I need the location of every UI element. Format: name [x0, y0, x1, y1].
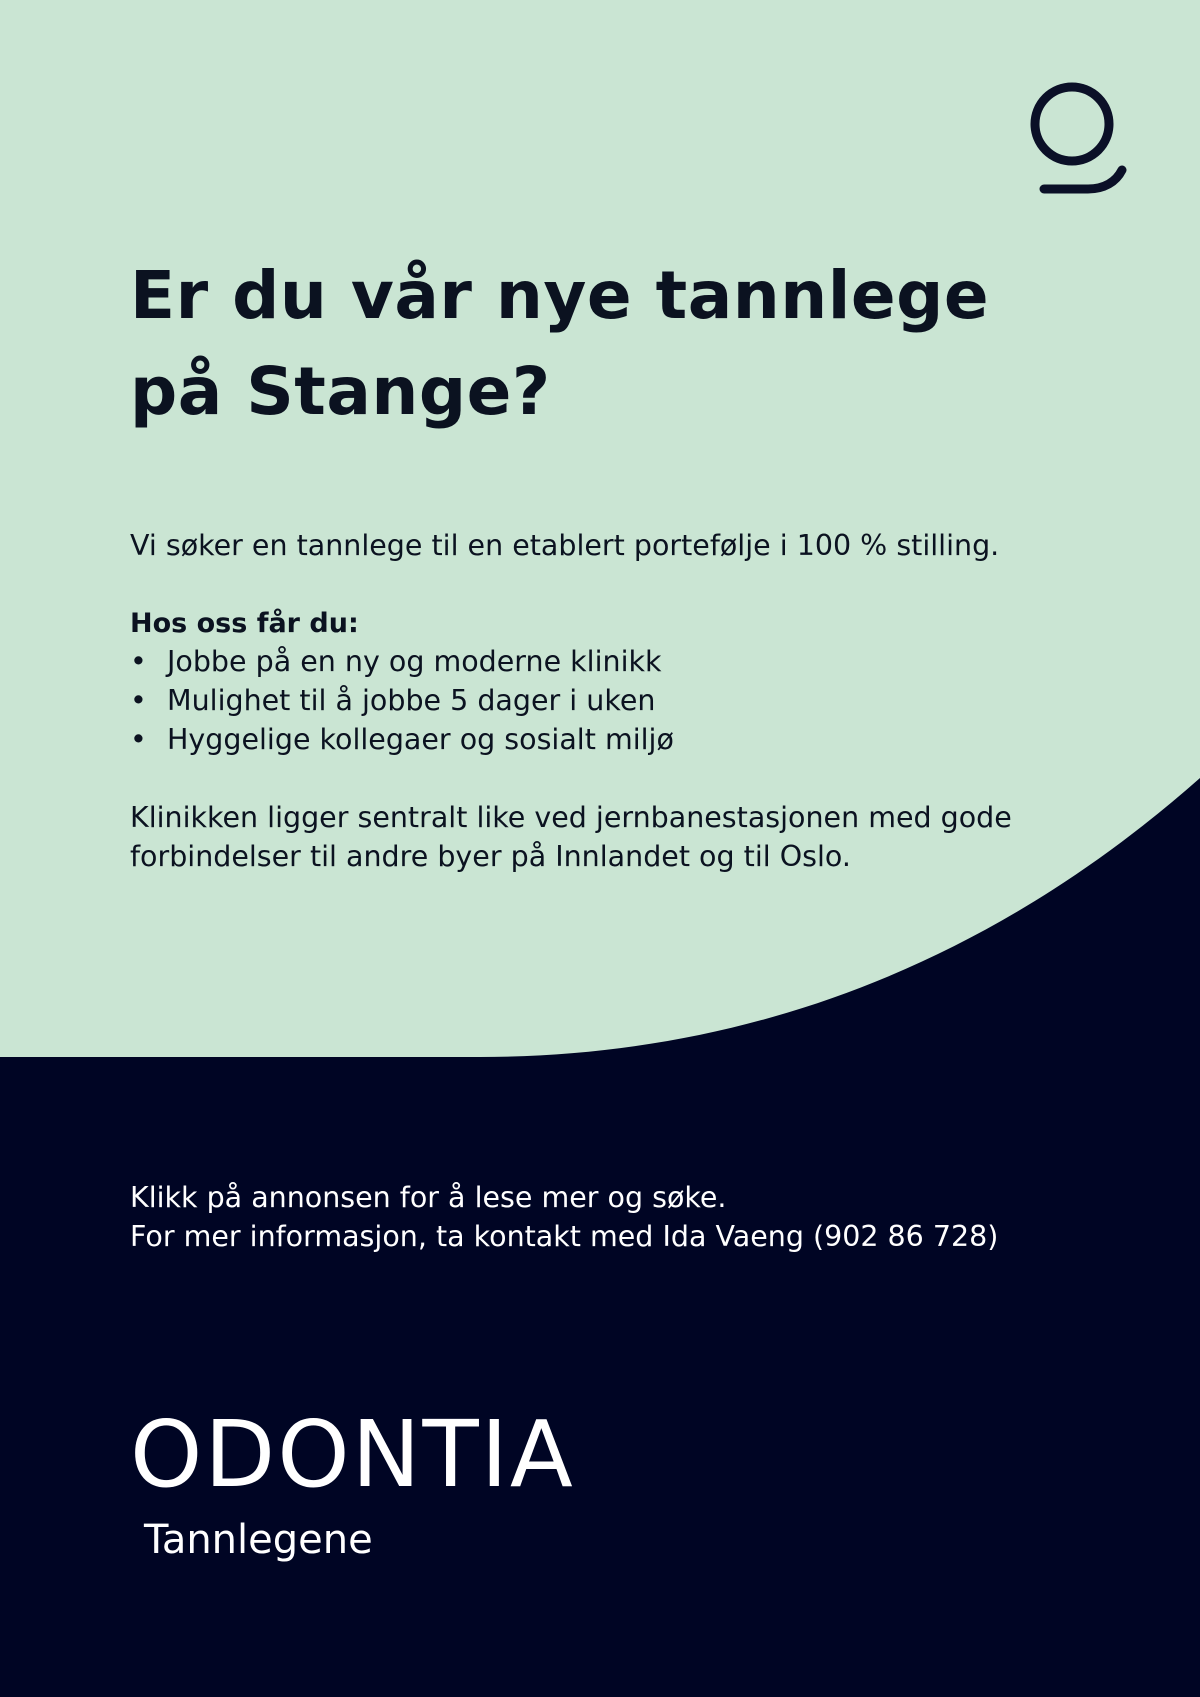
benefit-text: Mulighet til å jobbe 5 dager i uken — [167, 684, 656, 717]
benefit-item — [130, 720, 674, 759]
location-line-1: Klinikken ligger sentralt like ved jernbanestasjonen med gode — [130, 801, 1012, 834]
headline-line-1: Er du vår nye tannlege — [130, 257, 990, 334]
apply-cta-text: Klikk på annonsen for å lese mer og søke. — [130, 1181, 727, 1214]
headline — [130, 248, 1110, 440]
benefits-list — [130, 642, 674, 759]
contact-person-text: For mer informasjon, ta kontakt med Ida Vaeng (902 86 728) — [130, 1220, 999, 1253]
contact-info — [130, 1178, 1130, 1256]
intro-text: Vi søker en tannlege til en etablert portefølje i 100 % stilling. — [130, 529, 1000, 562]
bullet-icon: • — [130, 684, 147, 717]
bullet-icon: • — [130, 645, 147, 678]
headline-line-2: på Stange? — [130, 353, 551, 430]
brand-logo-wordmark: ODONTIA — [130, 1401, 575, 1508]
benefits-heading: Hos oss får du: — [130, 608, 359, 639]
benefit-item — [130, 681, 674, 720]
brand-subtitle: Tannlegene — [144, 1517, 373, 1563]
odontia-o-mark-icon — [1028, 78, 1128, 196]
bullet-icon: • — [130, 723, 147, 756]
benefit-text: Jobbe på en ny og moderne klinikk — [167, 645, 662, 678]
benefit-text: Hyggelige kollegaer og sosialt miljø — [167, 723, 674, 756]
location-line-2: forbindelser til andre byer på Innlandet og til Oslo. — [130, 840, 851, 873]
location-text — [130, 798, 1090, 876]
benefit-item — [130, 642, 674, 681]
